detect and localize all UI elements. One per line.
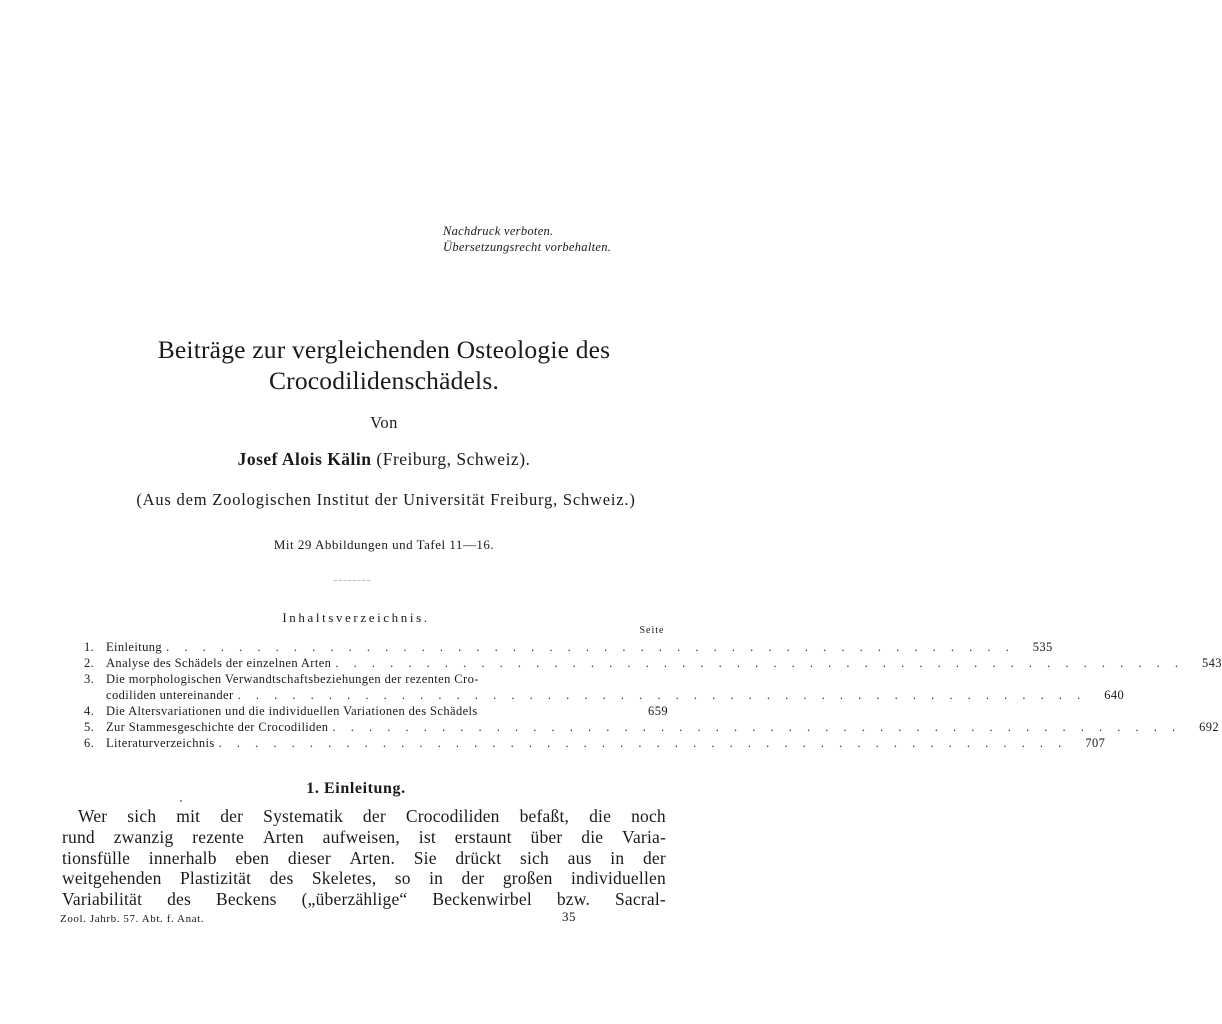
paragraph-line bbox=[62, 848, 666, 869]
paragraph-line bbox=[62, 806, 666, 827]
word: sich bbox=[519, 847, 549, 868]
toc-entry-number: 4. bbox=[84, 704, 95, 718]
sheet-number: 35 bbox=[562, 909, 576, 924]
copyright-notice bbox=[443, 224, 743, 255]
toc-entry bbox=[84, 655, 1222, 671]
article-title bbox=[30, 334, 738, 396]
toc-entry-number: 3. bbox=[84, 672, 95, 686]
print-speck bbox=[180, 800, 182, 802]
word: des bbox=[269, 868, 294, 889]
journal-reference: Zool. Jahrb. 57. Abt. f. Anat. bbox=[60, 913, 205, 925]
illustrations-note: Mit 29 Abbildungen und Tafel 11—16. bbox=[273, 537, 495, 552]
word: der bbox=[220, 806, 244, 826]
toc-page-column-header: Seite bbox=[639, 625, 665, 636]
toc-entry-page: 659 bbox=[648, 704, 668, 718]
word: innerhalb bbox=[148, 847, 217, 868]
word: über bbox=[530, 826, 563, 847]
word: Varia- bbox=[622, 826, 666, 847]
separator-rule bbox=[334, 580, 370, 581]
toc-entry-number: 6. bbox=[84, 736, 95, 750]
word: erstaunt bbox=[454, 826, 512, 847]
paragraph-line bbox=[62, 827, 666, 848]
author-name: Josef Alois Kälin bbox=[237, 449, 372, 469]
word: individuellen bbox=[570, 868, 666, 889]
word: Sacral- bbox=[615, 889, 666, 910]
word: aus bbox=[567, 847, 592, 868]
toc-entry-page: 707 bbox=[1085, 736, 1106, 750]
word: Arten bbox=[262, 826, 304, 847]
word: noch bbox=[631, 806, 666, 826]
word: der bbox=[642, 847, 666, 868]
word: Variabilität bbox=[62, 889, 143, 910]
word: dieser bbox=[287, 847, 331, 868]
paragraph-line bbox=[62, 868, 666, 889]
word: sich bbox=[127, 806, 157, 826]
word: in bbox=[429, 868, 444, 889]
word: die bbox=[581, 826, 604, 847]
toc-leader-dots: . . . . . . . . . . . . . . . . . . . . . . . . . . . . . . . . . . . . . . . . . . . . . . . bbox=[335, 656, 1184, 670]
word: ist bbox=[418, 826, 436, 847]
toc-entry-title: Literaturverzeichnis bbox=[106, 736, 215, 750]
word: befaßt, bbox=[519, 806, 570, 826]
word: tionsfülle bbox=[62, 847, 131, 868]
title-line-1: Beiträge zur vergleichenden Osteologie des bbox=[157, 335, 611, 364]
word: Arten. bbox=[349, 847, 396, 868]
toc-entry-title: Die morphologischen Verwandtschaftsbeziehungen der rezenten Cro- bbox=[106, 672, 479, 686]
toc-entry-number: 2. bbox=[84, 656, 95, 670]
toc-entry-page: 640 bbox=[1104, 688, 1125, 702]
word: rezente bbox=[192, 826, 245, 847]
toc-entry-title: Analyse des Schädels der einzelnen Arten bbox=[106, 656, 332, 670]
toc-entry bbox=[84, 735, 1106, 751]
word: eben bbox=[235, 847, 270, 868]
toc-leader-dots: . . . . . . . . . . . . . . . . . . . . . . . . . . . . . . . . . . . . . . . . . . . . . . . bbox=[237, 688, 1087, 702]
word: so bbox=[394, 868, 411, 889]
toc-entry-page: 535 bbox=[1032, 640, 1053, 654]
word: des bbox=[167, 889, 192, 910]
word: Beckenwirbel bbox=[432, 889, 532, 910]
word: Sie bbox=[413, 847, 437, 868]
word: die bbox=[589, 806, 612, 826]
word: in bbox=[610, 847, 625, 868]
toc-leader-dots: . . . . . . . . . . . . . . . . . . . . . . . . . . . . . . . . . . . . . . . . . . . . . . . bbox=[218, 736, 1068, 750]
word: Plastizität bbox=[179, 868, 252, 889]
word: bzw. bbox=[556, 889, 591, 910]
word: aufweisen, bbox=[322, 826, 400, 847]
word: Crocodiliden bbox=[405, 806, 500, 826]
toc-entry-page: 543 bbox=[1201, 656, 1222, 670]
toc-entry-title: Zur Stammesgeschichte der Crocodiliden bbox=[106, 720, 329, 734]
toc-entry bbox=[84, 639, 1053, 655]
table-of-contents bbox=[84, 639, 1222, 751]
word: großen bbox=[502, 868, 553, 889]
toc-entry bbox=[84, 703, 668, 719]
toc-leader-dots: . . . . . . . . . . . . . . . . . . . . . . . . . . . . . . . . . . . . . . . . . . . . . . . bbox=[332, 720, 1182, 734]
toc-heading: Inhaltsverzeichnis. bbox=[282, 610, 430, 625]
toc-leader-dots: . . . . . . . . . . . . . . . . . . . . . . . . . . . . . . . . . . . . . . . . . . . . . . . bbox=[166, 640, 1015, 654]
word: Wer bbox=[78, 806, 108, 826]
toc-entry-number: 1. bbox=[84, 640, 95, 654]
word: („überzählige“ bbox=[301, 889, 408, 910]
word: zwanzig bbox=[113, 826, 174, 847]
toc-entry-title: Einleitung bbox=[106, 640, 163, 654]
toc-entry-title-continued: codiliden untereinander bbox=[106, 688, 234, 702]
word: weitgehenden bbox=[62, 868, 162, 889]
word: der bbox=[461, 868, 485, 889]
section-heading: 1. Einleitung. bbox=[306, 780, 406, 797]
toc-entry bbox=[84, 671, 1125, 703]
author-location: (Freiburg, Schweiz). bbox=[376, 449, 531, 469]
institute-affiliation: (Aus dem Zoologischen Institut der Universität Freiburg, Schweiz.) bbox=[136, 490, 636, 509]
word: Beckens bbox=[215, 889, 277, 910]
toc-entry bbox=[84, 719, 1220, 735]
word: der bbox=[362, 806, 386, 826]
paragraph-line bbox=[62, 889, 666, 910]
title-line-2: Crocodilidenschädels. bbox=[268, 366, 500, 395]
toc-entry-page: 692 bbox=[1199, 720, 1220, 734]
toc-entry-number: 5. bbox=[84, 720, 95, 734]
byline-von: Von bbox=[370, 413, 398, 432]
word: mit bbox=[176, 806, 201, 826]
word: Systematik bbox=[263, 806, 343, 826]
word: Skeletes, bbox=[311, 868, 377, 889]
notice-line-reprint: Nachdruck verboten. bbox=[443, 224, 554, 238]
word: drückt bbox=[455, 847, 502, 868]
body-paragraph bbox=[62, 806, 666, 910]
word: rund bbox=[62, 826, 95, 847]
author-line bbox=[0, 449, 768, 470]
notice-line-translation: Übersetzungsrecht vorbehalten. bbox=[443, 239, 612, 254]
toc-entry-title: Die Altersvariationen und die individuellen Variationen des Schädels bbox=[106, 704, 478, 718]
